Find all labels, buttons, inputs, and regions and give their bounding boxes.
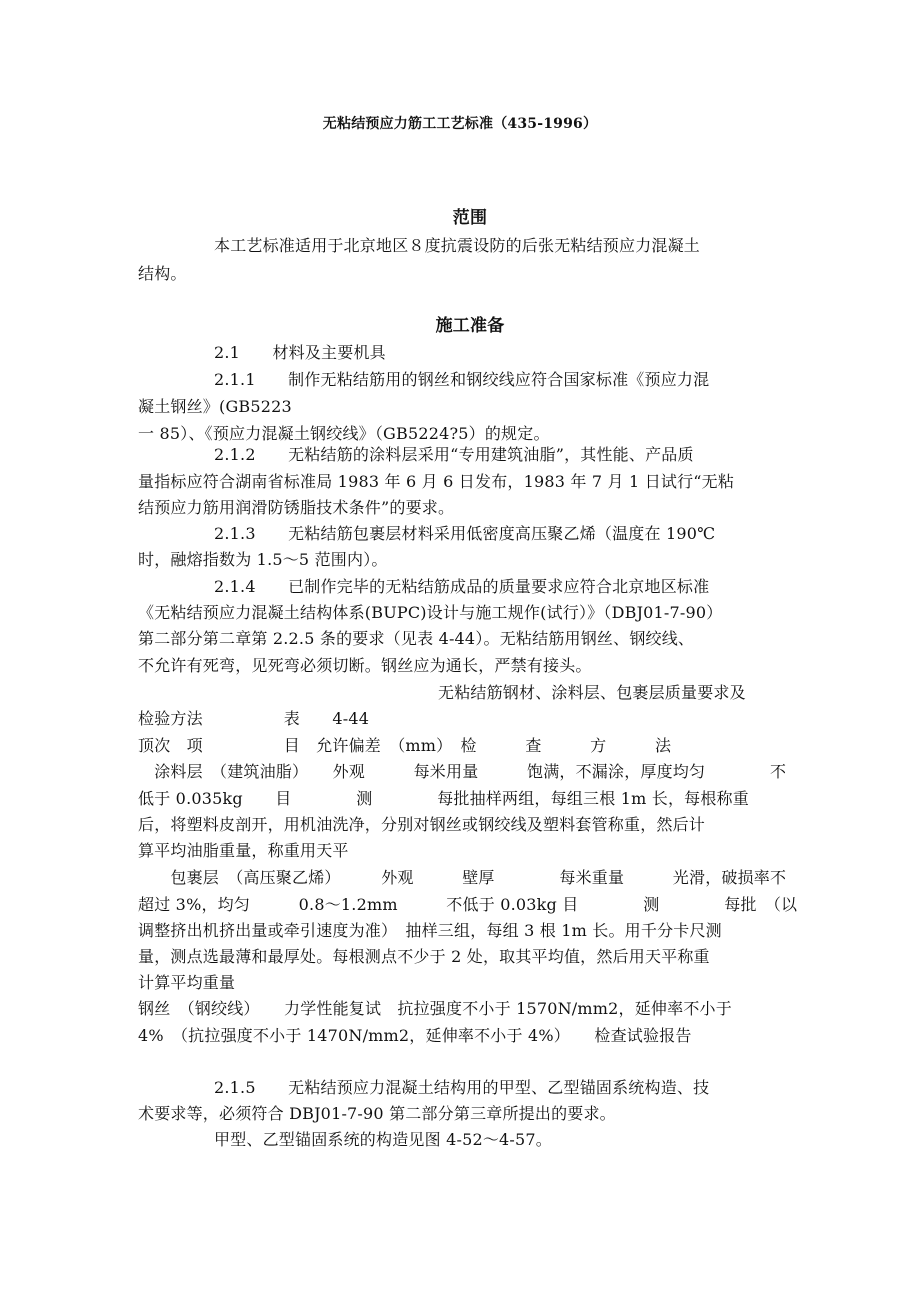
clause-2-1-2: 2.1.2 无粘结筋的涂料层采用“专用建筑油脂”，其性能、产品质	[214, 445, 694, 464]
table-row-text: 计算平均重量	[138, 973, 236, 992]
text-line: 甲型、乙型锚固系统的构造见图 4-52～4-57。	[214, 1130, 552, 1149]
scope-paragraph-line: 本工艺标准适用于北京地区８度抗震设防的后张无粘结预应力混凝土	[214, 236, 701, 255]
table-caption: 无粘结筋钢材、涂料层、包裹层质量要求及	[438, 683, 746, 702]
clause-2-1: 2.1 材料及主要机具	[214, 343, 386, 362]
text-line: 凝土钢丝》(GB5223	[138, 397, 292, 416]
section-heading-scope: 范围	[452, 208, 488, 228]
clause-2-1-4: 2.1.4 已制作完毕的无粘结筋成品的质量要求应符合北京地区标准	[214, 577, 710, 596]
table-row-text: 钢丝 （钢绞线） 力学性能复试 抗拉强度不小于 1570N/mm2，延伸率不小于	[138, 999, 732, 1018]
table-row-text: 后，将塑料皮剖开，用机油洗净，分别对钢丝或钢绞线及塑料套管称重，然后计	[138, 815, 706, 834]
text-line: 结预应力筋用润滑防锈脂技术条件”的要求。	[138, 498, 455, 517]
table-row-text: 4% （抗拉强度不小于 1470N/mm2，延伸率不小于 4%） 检查试验报告	[138, 1026, 692, 1045]
table-row-text: 包裹层 （高压聚乙烯） 外观 壁厚 每米重量 光滑，破损率不	[138, 868, 787, 887]
table-caption-line: 检验方法 表 4-44	[138, 709, 370, 728]
table-header-row: 顶次 项 目 允许偏差 （mm） 检 查 方 法	[138, 736, 672, 755]
text-line: 术要求等，必须符合 DBJ01-7-90 第二部分第三章所提出的要求。	[138, 1104, 616, 1123]
text-line: 不允许有死弯，见死弯必须切断。钢丝应为通长，严禁有接头。	[138, 656, 592, 675]
text-line: 《无粘结预应力混凝土结构体系(BUPC)设计与施工规作(试行）》（DBJ01-7-90）	[138, 603, 723, 622]
table-row-text: 超过 3%，均匀 0.8～1.2mm 不低于 0.03kg 目 测 每批 （以	[138, 895, 798, 914]
text-line: 第二部分第二章第 2.2.5 条的要求（见表 4-44）。无粘结筋用钢丝、钢绞线、	[138, 629, 695, 648]
table-row-text: 调整挤出机挤出量或牵引速度为准） 抽样三组，每组 3 根 1m 长。用千分卡尺测	[138, 921, 722, 940]
text-line: 量指标应符合湖南省标准局 1983 年 6 月 6 日发布，1983 年 7 月 1 日试行“无粘	[138, 472, 735, 491]
clause-2-1-5: 2.1.5 无粘结预应力混凝土结构用的甲型、乙型锚固系统构造、技	[214, 1078, 710, 1097]
table-row-text: 量，测点选最薄和最厚处。每根测点不少于 2 处，取其平均值，然后用天平称重	[138, 947, 710, 966]
clause-2-1-1: 2.1.1 制作无粘结筋用的钢丝和钢绞线应符合国家标准《预应力混	[214, 370, 710, 389]
section-heading-preparation: 施工准备	[435, 316, 505, 336]
table-row-text: 算平均油脂重量，称重用天平	[138, 841, 349, 860]
text-line: 时，融熔指数为 1.5～5 范围内）。	[138, 550, 388, 569]
clause-2-1-3: 2.1.3 无粘结筋包裹层材料采用低密度高压聚乙烯（温度在 190℃	[214, 524, 716, 543]
table-row-text: 低于 0.035kg 目 测 每批抽样两组，每组三根 1m 长，每根称重	[138, 789, 749, 808]
scope-paragraph-line: 结构。	[138, 264, 187, 283]
text-line: 一 85）、《预应力混凝土钢绞线》（GB5224?5）的规定。	[138, 424, 550, 443]
document-title: 无粘结预应力筋工工艺标准（435-1996）	[322, 116, 598, 132]
table-row-text: 涂料层 （建筑油脂） 外观 每米用量 饱满，不漏涂，厚度均匀 不	[138, 762, 787, 781]
